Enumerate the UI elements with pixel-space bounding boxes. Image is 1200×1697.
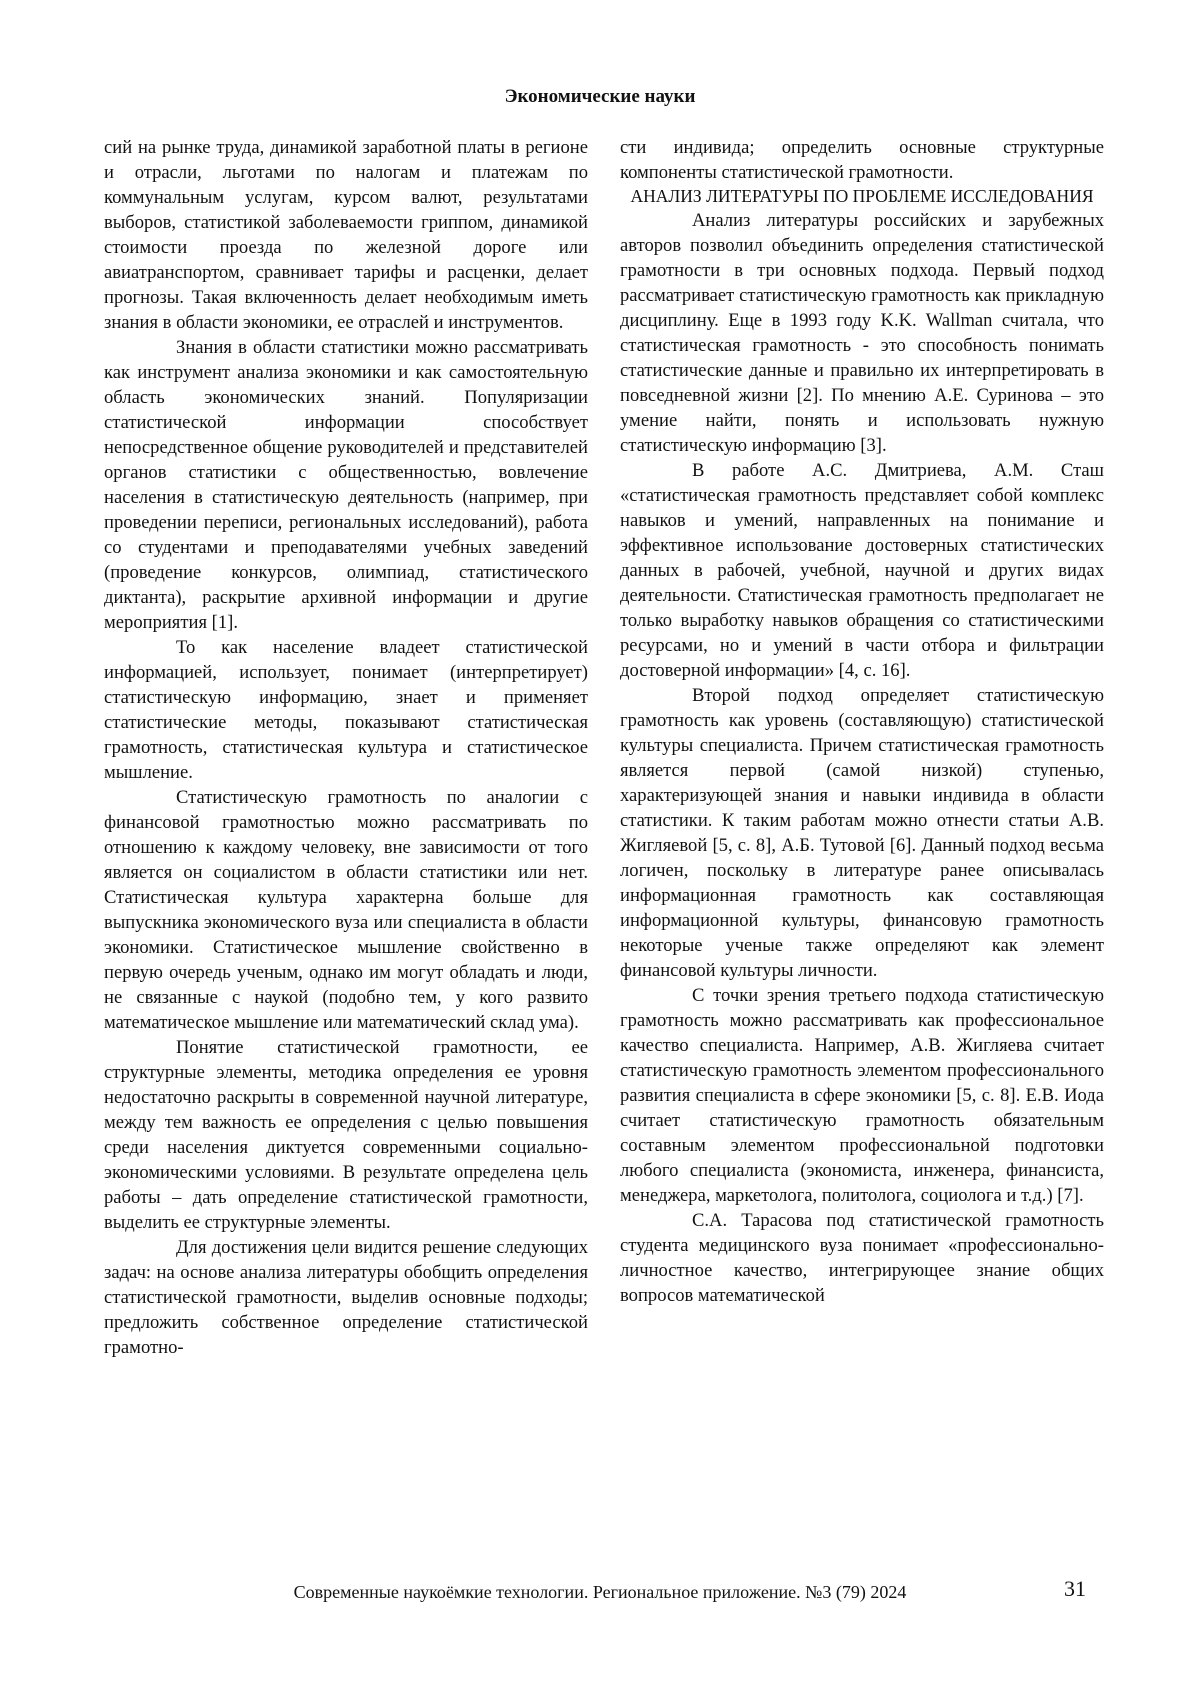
paragraph: В работе А.С. Дмитриева, А.М. Сташ «статистическая грамотность представляет собой комплекс навыков и умений, направленных на понимание и эффективное использование достоверных статистических данных в рабочей, учебной, научной и других видах деятельности. Статистическая грамотность предполагает не только выработку навыков обращения со статистическими ресурсами, но и умений в части отбора и фильтрации достоверной информации» [4, с. 16].	[620, 460, 1104, 681]
paragraph: сти индивида; определить основные структурные компоненты статистической грамотности.	[620, 137, 1104, 183]
paragraph: Для достижения цели видится решение следующих задач: на основе анализа литературы обобщить определения статистической грамотности, выделив основные подходы; предложить собственное определение статистической грамотно-	[104, 1237, 588, 1358]
right-column	[620, 135, 1104, 1308]
paragraph: С.А. Тарасова под статистической грамотность студента медицинского вуза понимает «профессионально-личностное качество, интегрирующее знание общих вопросов математической	[620, 1210, 1104, 1306]
section-header: Экономические науки	[504, 86, 696, 107]
page-number: 31	[1064, 1576, 1086, 1601]
paragraph: Второй подход определяет статистическую грамотность как уровень (составляющую) статистической культуры специалиста. Причем статистическая грамотность является первой (самой низкой) ступенью, характеризующей знания и навыки индивида в области статистики. К таким работам можно отнести статьи А.В. Жигляевой [5, с. 8], А.Б. Тутовой [6]. Данный подход весьма логичен, поскольку в литературе ранее описывалась информационная грамотность как составляющая информационной культуры, финансовую грамотность некоторые ученые также определяют как элемент финансовой культуры личности.	[620, 685, 1104, 981]
paragraph: Знания в области статистики можно рассматривать как инструмент анализа экономики и как самостоятельную область экономических знаний. Популяризации статистической информации способствует непосредственное общение руководителей и представителей органов статистики с общественностью, вовлечение населения в статистическую деятельность (например, при проведении переписи, региональных исследований), работа со студентами и преподавателями учебных заведений (проведение конкурсов, олимпиад, статистического диктанта), раскрытие архивной информации и другие мероприятия [1].	[104, 337, 588, 633]
paragraph: Статистическую грамотность по аналогии с финансовой грамотностью можно рассматривать по отношению к каждому человеку, вне зависимости от того является он социалистом в области статистики или нет. Статистическая культура характерна больше для выпускника экономического вуза или специалиста в области экономики. Статистическое мышление свойственно в первую очередь ученым, однако им могут обладать и люди, не связанные с наукой (подобно тем, у кого развито математическое мышление или математический склад ума).	[104, 787, 588, 1033]
section-heading: АНАЛИЗ ЛИТЕРАТУРЫ ПО ПРОБЛЕМЕ ИССЛЕДОВАНИЯ	[630, 186, 1094, 206]
paragraph: То как население владеет статистической информацией, использует, понимает (интерпретирует) статистическую информацию, знает и применяет статистические методы, показывают статистическая грамотность, статистическая культура и статистическое мышление.	[104, 637, 588, 783]
left-column	[104, 135, 588, 1360]
paragraph: С точки зрения третьего подхода статистическую грамотность можно рассматривать как профессиональное качество специалиста. Например, А.В. Жигляева считает статистическую грамотность элементом профессионального развития специалиста в сфере экономики [5, с. 8]. Е.В. Иода считает статистическую грамотность обязательным составным элементом профессиональной подготовки любого специалиста (экономиста, инженера, финансиста, менеджера, маркетолога, политолога, социолога и т.д.) [7].	[620, 985, 1104, 1206]
paragraph: Понятие статистической грамотности, ее структурные элементы, методика определения ее уровня недостаточно раскрыты в современной научной литературе, между тем важность ее определения с целью повышения среди населения диктуется современными социально-экономическими условиями. В результате определена цель работы – дать определение статистической грамотности, выделить ее структурные элементы.	[104, 1037, 588, 1233]
paragraph: сий на рынке труда, динамикой заработной платы в регионе и отрасли, льготами по налогам и платежам по коммунальным услугам, курсом валют, результатами выборов, статистикой заболеваемости гриппом, динамикой стоимости проезда по железной дороге или авиатранспортом, сравнивает тарифы и расценки, делает прогнозы. Такая включенность делает необходимым иметь знания в области экономики, ее отраслей и инструментов.	[104, 137, 588, 333]
paragraph: Анализ литературы российских и зарубежных авторов позволил объединить определения статистической грамотности в три основных подхода. Первый подход рассматривает статистическую грамотность как прикладную дисциплину. Еще в 1993 году K.K. Wallman считала, что статистическая грамотность - это способность понимать статистические данные и правильно их интерпретировать в повседневной жизни [2]. По мнению А.Е. Суринова – это умение найти, понять и использовать нужную статистическую информацию [3].	[620, 210, 1104, 456]
journal-title: Современные наукоёмкие технологии. Региональное приложение. №3 (79) 2024	[293, 1582, 907, 1602]
